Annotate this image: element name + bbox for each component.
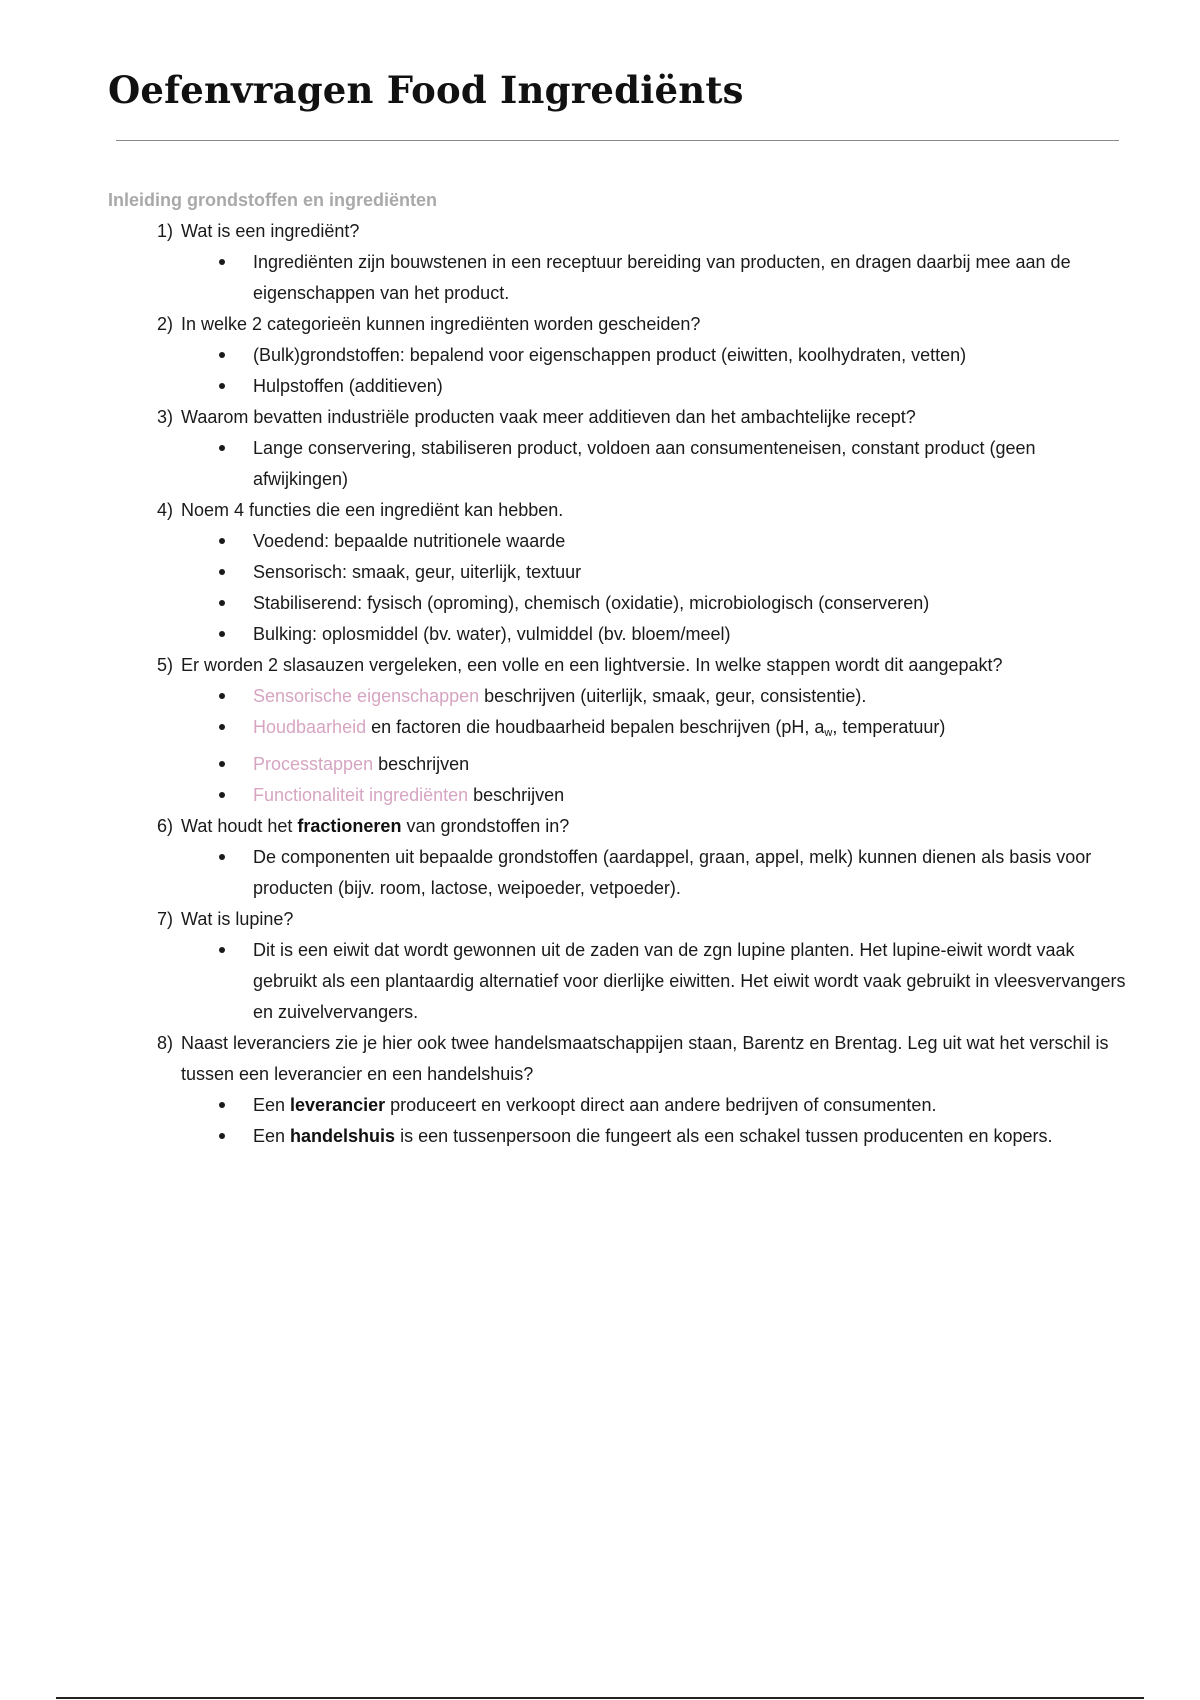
bullet-icon [108, 935, 253, 1028]
answer-list [108, 526, 1128, 650]
question-text-before: Wat houdt het [181, 816, 298, 836]
answer-item [108, 1121, 1128, 1152]
answer-text: Dit is een eiwit dat wordt gewonnen uit de zaden van de zgn lupine planten. Het lupine-eiwit wordt vaak gebruikt als een plantaardig alternatief voor dierlijke eiwitten. Het eiwit wordt vaak gebruikt in vleesvervangers en zuivelvervangers. [253, 940, 1126, 1022]
answer-text: Hulpstoffen (additieven) [253, 376, 443, 396]
question-5 [108, 650, 1128, 681]
bullet-icon [108, 1121, 253, 1152]
question-text: Naast leveranciers zie je hier ook twee handelsmaatschappijen staan, Barentz en Brentag. Leg uit wat het verschil is tussen een leverancier en een handelshuis? [181, 1033, 1109, 1084]
title-divider [116, 140, 1119, 141]
question-text-after: van grondstoffen in? [401, 816, 570, 836]
answer-text: Bulking: oplosmiddel (bv. water), vulmiddel (bv. bloem/meel) [253, 624, 731, 644]
answer-text: De componenten uit bepaalde grondstoffen (aardappel, graan, appel, melk) kunnen dienen als basis voor producten (bijv. room, lactose, weipoeder, vetpoeder). [253, 847, 1092, 898]
question-1 [108, 216, 1128, 247]
bullet-icon [108, 712, 253, 749]
answer-item [108, 247, 1128, 309]
answer-item [108, 371, 1128, 402]
answer-item [108, 526, 1128, 557]
question-number: 4) [156, 500, 173, 520]
answer-item [108, 780, 1128, 811]
bullet-icon [108, 526, 253, 557]
subscript: w [824, 727, 833, 739]
answer-rest-after: , temperatuur) [832, 717, 946, 737]
question-8 [108, 1028, 1128, 1090]
bullet-icon [108, 749, 253, 780]
answer-item [108, 842, 1128, 904]
answer-rest: beschrijven [373, 754, 470, 774]
bold-term: fractioneren [297, 816, 402, 836]
answer-rest: produceert en verkoopt direct aan andere bedrijven of consumenten. [385, 1095, 937, 1115]
answer-prefix: Een [253, 1126, 291, 1146]
highlight-term: Processtappen [253, 754, 374, 774]
page-title: Oefenvragen Food Ingrediënts [108, 68, 744, 112]
question-number: 8) [156, 1033, 173, 1053]
answer-item [108, 935, 1128, 1028]
page-bottom-edge [56, 1697, 1144, 1699]
bullet-icon [108, 433, 253, 495]
question-6 [108, 811, 1128, 842]
answer-text [253, 780, 1128, 811]
answer-item [108, 712, 1128, 749]
answer-item [108, 749, 1128, 780]
answer-text [253, 712, 1128, 749]
answer-list [108, 842, 1128, 904]
document-body [108, 185, 1128, 1152]
question-number: 2) [156, 314, 173, 334]
question-number: 1) [156, 221, 173, 241]
answer-text [253, 749, 1128, 780]
answer-rest: en factoren die houdbaarheid bepalen beschrijven (pH, a [366, 717, 825, 737]
answer-text: Lange conservering, stabiliseren product, voldoen aan consumenteneisen, constant product (geen afwijkingen) [253, 438, 1036, 489]
question-4 [108, 495, 1128, 526]
answer-item [108, 588, 1128, 619]
answer-list [108, 247, 1128, 309]
question-number: 5) [156, 655, 173, 675]
highlight-term: Functionaliteit ingrediënten [253, 785, 469, 805]
question-text [181, 811, 1128, 842]
question-number: 3) [156, 407, 173, 427]
question-number: 6) [156, 816, 173, 836]
answer-text: (Bulk)grondstoffen: bepalend voor eigenschappen product (eiwitten, koolhydraten, vetten) [253, 345, 967, 365]
answer-item [108, 619, 1128, 650]
answer-text [253, 681, 1128, 712]
question-2 [108, 309, 1128, 340]
bullet-icon [108, 1090, 253, 1121]
highlight-term: Houdbaarheid [253, 717, 367, 737]
answer-item [108, 340, 1128, 371]
bullet-icon [108, 247, 253, 309]
question-text: In welke 2 categorieën kunnen ingrediënten worden gescheiden? [181, 314, 701, 334]
answer-rest: beschrijven [468, 785, 565, 805]
answer-list [108, 935, 1128, 1028]
bullet-icon [108, 842, 253, 904]
bullet-icon [108, 681, 253, 712]
bullet-icon [108, 371, 253, 402]
answer-text [253, 1090, 1128, 1121]
answer-item [108, 1090, 1128, 1121]
answer-text: Ingrediënten zijn bouwstenen in een receptuur bereiding van producten, en dragen daarbij mee aan de eigenschappen van het product. [253, 252, 1071, 303]
bullet-icon [108, 557, 253, 588]
answer-item [108, 681, 1128, 712]
answer-item [108, 433, 1128, 495]
question-7 [108, 904, 1128, 935]
highlight-term: Sensorische eigenschappen [253, 686, 480, 706]
answer-list [108, 433, 1128, 495]
question-text: Er worden 2 slasauzen vergeleken, een volle en een lightversie. In welke stappen wordt dit aangepakt? [181, 655, 1003, 675]
bullet-icon [108, 588, 253, 619]
section-heading: Inleiding grondstoffen en ingrediënten [108, 190, 437, 210]
bold-term: handelshuis [290, 1126, 396, 1146]
question-number: 7) [156, 909, 173, 929]
answer-list [108, 340, 1128, 402]
answer-list [108, 681, 1128, 811]
question-text: Waarom bevatten industriële producten vaak meer additieven dan het ambachtelijke recept? [181, 407, 916, 427]
answer-text [253, 1121, 1128, 1152]
answer-list [108, 1090, 1128, 1152]
question-text: Noem 4 functies die een ingrediënt kan hebben. [181, 500, 564, 520]
answer-text: Voedend: bepaalde nutritionele waarde [253, 531, 566, 551]
question-text: Wat is een ingrediënt? [181, 221, 360, 241]
answer-text: Sensorisch: smaak, geur, uiterlijk, textuur [253, 562, 582, 582]
answer-prefix: Een [253, 1095, 291, 1115]
question-3 [108, 402, 1128, 433]
bullet-icon [108, 780, 253, 811]
answer-rest: is een tussenpersoon die fungeert als een schakel tussen producenten en kopers. [395, 1126, 1053, 1146]
bullet-icon [108, 340, 253, 371]
question-text: Wat is lupine? [181, 909, 294, 929]
answer-item [108, 557, 1128, 588]
answer-rest: beschrijven (uiterlijk, smaak, geur, consistentie). [479, 686, 867, 706]
answer-text: Stabiliserend: fysisch (oproming), chemisch (oxidatie), microbiologisch (conserveren) [253, 593, 930, 613]
bullet-icon [108, 619, 253, 650]
bold-term: leverancier [290, 1095, 386, 1115]
